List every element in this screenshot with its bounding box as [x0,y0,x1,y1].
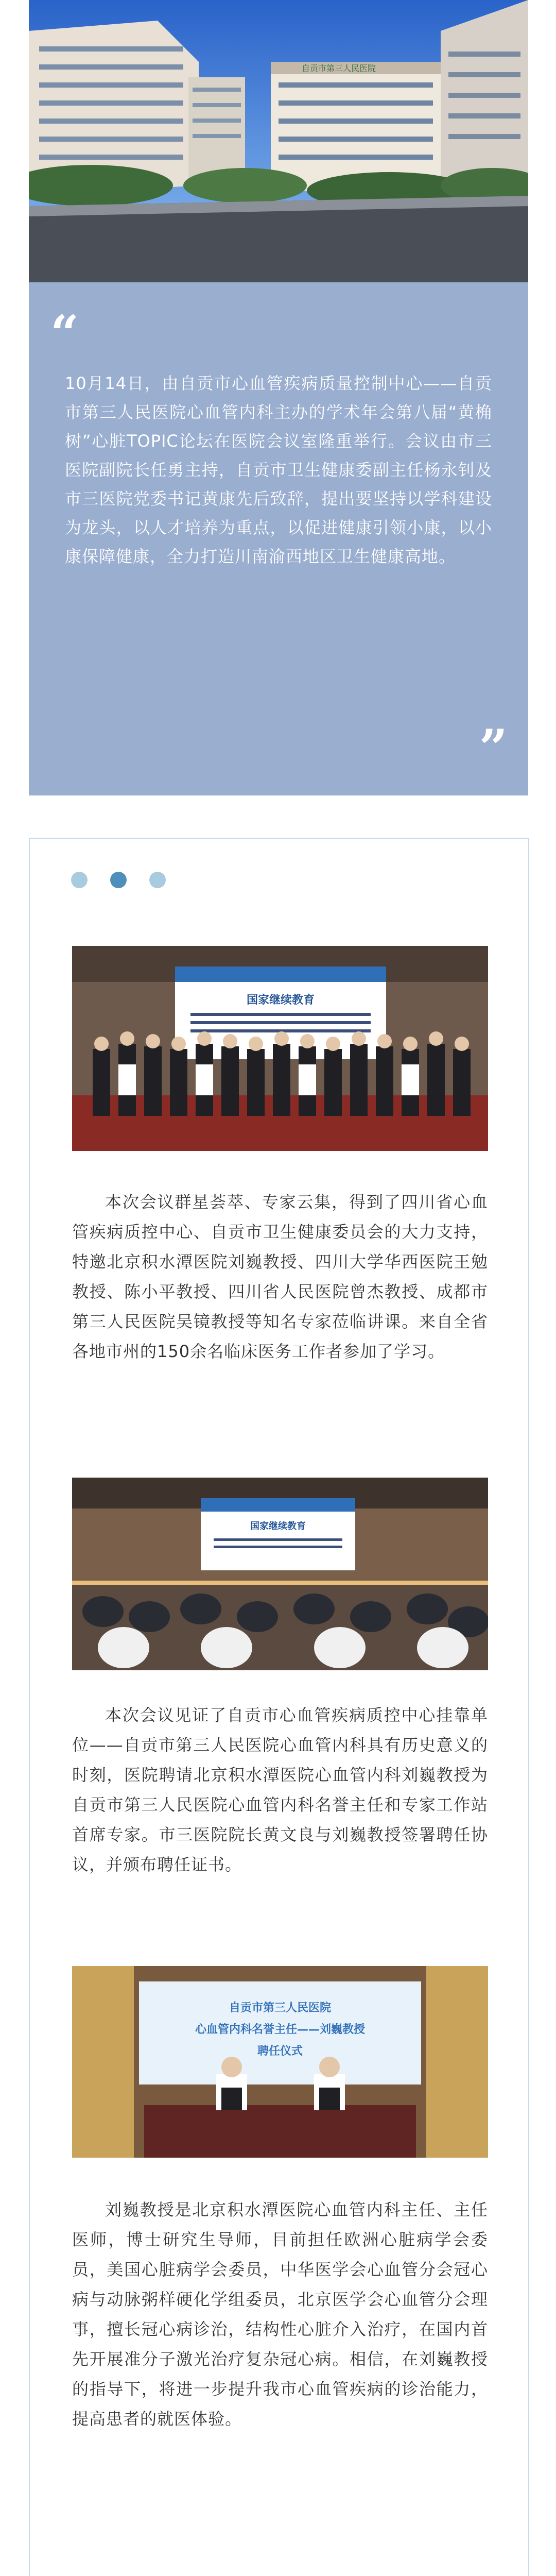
dot-icon [149,872,166,888]
open-quote-icon: “ [50,304,79,363]
article-paragraph-1: 本次会议群星荟萃、专家云集，得到了四川省心血管疾病质控中心、自贡市卫生健康委员会的大力支持，特邀北京积水潭医院刘巍教授、四川大学华西医院王勉教授、陈小平教授、四川省人民医院曾杰教授、成都市第三人民医院吴镜教授等知名专家莅临讲课。来自全省各地市州的150余名临床医务工作者参加了学习。 [72,1192,488,1361]
group-photo-1 [72,946,488,1151]
screen-line-2: 心血管内科名誉主任——刘巍教授 [195,2023,366,2036]
screen-line-3: 聘任仪式 [257,2045,303,2058]
dot-icon [71,872,88,888]
article-paragraph-2: 本次会议见证了自贡市心血管疾病质控中心挂靠单位——自贡市第三人民医院心血管内科具有历史意义的时刻，医院聘请北京积水潭医院心血管内科刘巍教授为自贡市第三人民医院心血管内科名誉主任和专家工作站首席专家。市三医院院长黄文良与刘巍教授签署聘任协议，并颁布聘任证书。 [72,1705,488,1874]
screen-title: 国家继续教育 [250,1521,306,1532]
screen-title: 国家继续教育 [246,994,315,1007]
signing-photo [72,1966,488,2158]
audience-photo [72,1478,488,1670]
intro-paragraph: 10月14日，由自贡市心血管疾病质量控制中心——自贡市第三人民医院心血管内科主办的学术年会第八届“黄桷树”心脏TOPIC论坛在医院会议室隆重举行。会议由市三医院副院长任勇主持，自贡市卫生健康委副主任杨永钊及市三医院党委书记黄康先后致辞，提出要坚持以学科建设为龙头，以人才培养为重点，以促进健康引领小康，以小康保障健康，全力打造川南渝西地区卫生健康高地。 [65,374,492,566]
article-paragraph-3: 刘巍教授是北京积水潭医院心血管内科主任、主任医师，博士研究生导师，目前担任欧洲心脏病学会委员，美国心脏病学会委员，中华医学会心血管分会冠心病与动脉粥样硬化学组委员，北京医学会心血管分会理事，擅长冠心病诊治，结构性心脏介入治疗，在国内首先开展准分子激光治疗复杂冠心病。相信，在刘巍教授的指导下，将进一步提升我市心血管疾病的诊治能力，提高患者的就医体验。 [72,2200,488,2429]
campus-sign: 自贡市第三人民医院 [302,63,376,73]
dot-icon [110,872,127,888]
intro-quote-card [29,282,528,795]
hero-photo [29,0,528,282]
close-quote-icon: ” [479,719,508,777]
screen-line-1: 自贡市第三人民医院 [229,2002,332,2014]
article-card [29,838,529,2576]
